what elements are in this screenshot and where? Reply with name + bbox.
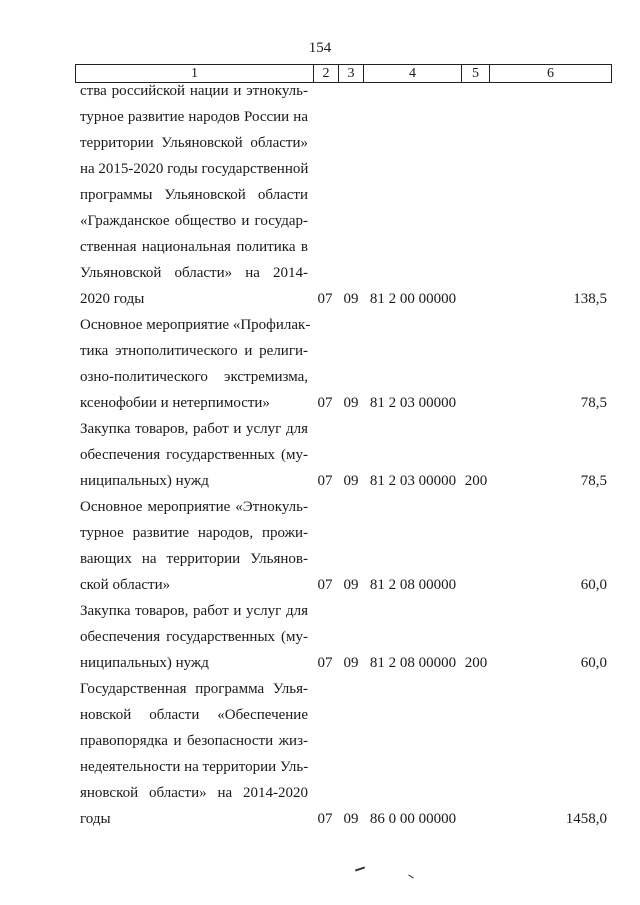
target-article-code: 81 2 08 00000 xyxy=(369,655,457,671)
expense-type-code: 200 xyxy=(464,655,488,671)
description-line: годы xyxy=(80,811,111,827)
section-code: 07 xyxy=(317,291,333,307)
description-line: ниципальных) нужд xyxy=(80,655,209,671)
header-col-3: 3 xyxy=(338,65,363,82)
expense-type-code xyxy=(462,390,490,416)
scan-mark xyxy=(355,867,365,872)
subsection-code: 09 xyxy=(343,395,359,411)
description-line: Основное мероприятие «Профилак- xyxy=(80,317,311,333)
amount: 138,5 xyxy=(573,291,607,307)
expense-type-code xyxy=(462,286,490,312)
description-line: «Гражданское общество и государ- xyxy=(80,213,308,229)
subsection-code: 09 xyxy=(343,655,359,671)
description-line: ственная национальная политика в xyxy=(80,239,308,255)
description-line: Основное мероприятие «Этнокуль- xyxy=(80,499,308,515)
description-line: правопорядка и безопасности жиз- xyxy=(80,733,308,749)
subsection-code: 09 xyxy=(343,291,359,307)
scan-mark xyxy=(408,874,413,878)
header-col-1: 1 xyxy=(191,66,198,81)
description-line: ства российской нации и этнокуль- xyxy=(80,83,308,99)
description-line: ксенофобии и нетерпимости» xyxy=(80,395,270,411)
description-line: Закупка товаров, работ и услуг для xyxy=(80,603,308,619)
description-line: вающих на территории Ульянов- xyxy=(80,551,308,567)
expense-type-code xyxy=(462,572,490,598)
subsection-code: 09 xyxy=(343,473,359,489)
target-article-code: 81 2 08 00000 xyxy=(369,577,457,593)
expense-type-code xyxy=(462,806,490,832)
description-line: ской области» xyxy=(80,577,171,593)
description-line: обеспечения государственных (му- xyxy=(80,629,308,645)
description-line: Государственная программа Улья- xyxy=(80,681,308,697)
section-code: 07 xyxy=(317,577,333,593)
amount: 60,0 xyxy=(580,655,607,671)
description-line: тика этнополитического и религи- xyxy=(80,343,308,359)
amount: 60,0 xyxy=(580,577,607,593)
description-line: яновской области» на 2014-2020 xyxy=(80,785,308,801)
header-col-4: 4 xyxy=(363,65,461,82)
header-col-2: 2 xyxy=(313,65,338,82)
subsection-code: 09 xyxy=(343,811,359,827)
description-line: новской области «Обеспечение xyxy=(80,707,308,723)
amount: 78,5 xyxy=(580,473,607,489)
target-article-code: 81 2 00 00000 xyxy=(369,291,457,307)
section-code: 07 xyxy=(317,473,333,489)
description-line: обеспечения государственных (му- xyxy=(80,447,308,463)
section-code: 07 xyxy=(317,395,333,411)
amount: 1458,0 xyxy=(565,811,607,827)
description-line: 2020 годы xyxy=(80,291,145,307)
header-col-6: 6 xyxy=(489,65,611,82)
target-article-code: 81 2 03 00000 xyxy=(369,395,457,411)
description-line: программы Ульяновской области xyxy=(80,187,308,203)
section-code: 07 xyxy=(317,655,333,671)
subsection-code: 09 xyxy=(343,577,359,593)
description-line: озно-политического экстремизма, xyxy=(80,369,308,385)
section-code: 07 xyxy=(317,811,333,827)
description-line: турное развитие народов России на xyxy=(80,109,308,125)
description-line: турное развитие народов, прожи- xyxy=(80,525,308,541)
target-article-code: 81 2 03 00000 xyxy=(369,473,457,489)
description-line: Закупка товаров, работ и услуг для xyxy=(80,421,308,437)
header-col-5: 5 xyxy=(461,65,489,82)
page-number: 154 xyxy=(308,40,332,56)
description-line: территории Ульяновской области» xyxy=(80,135,308,151)
description-line: Ульяновской области» на 2014- xyxy=(80,265,308,281)
target-article-code: 86 0 00 00000 xyxy=(369,811,457,827)
amount: 78,5 xyxy=(580,395,607,411)
description-line: недеятельности на территории Уль- xyxy=(80,759,309,775)
description-line: ниципальных) нужд xyxy=(80,473,209,489)
description-line: на 2015-2020 годы государственной xyxy=(80,161,309,177)
expense-type-code: 200 xyxy=(464,473,488,489)
